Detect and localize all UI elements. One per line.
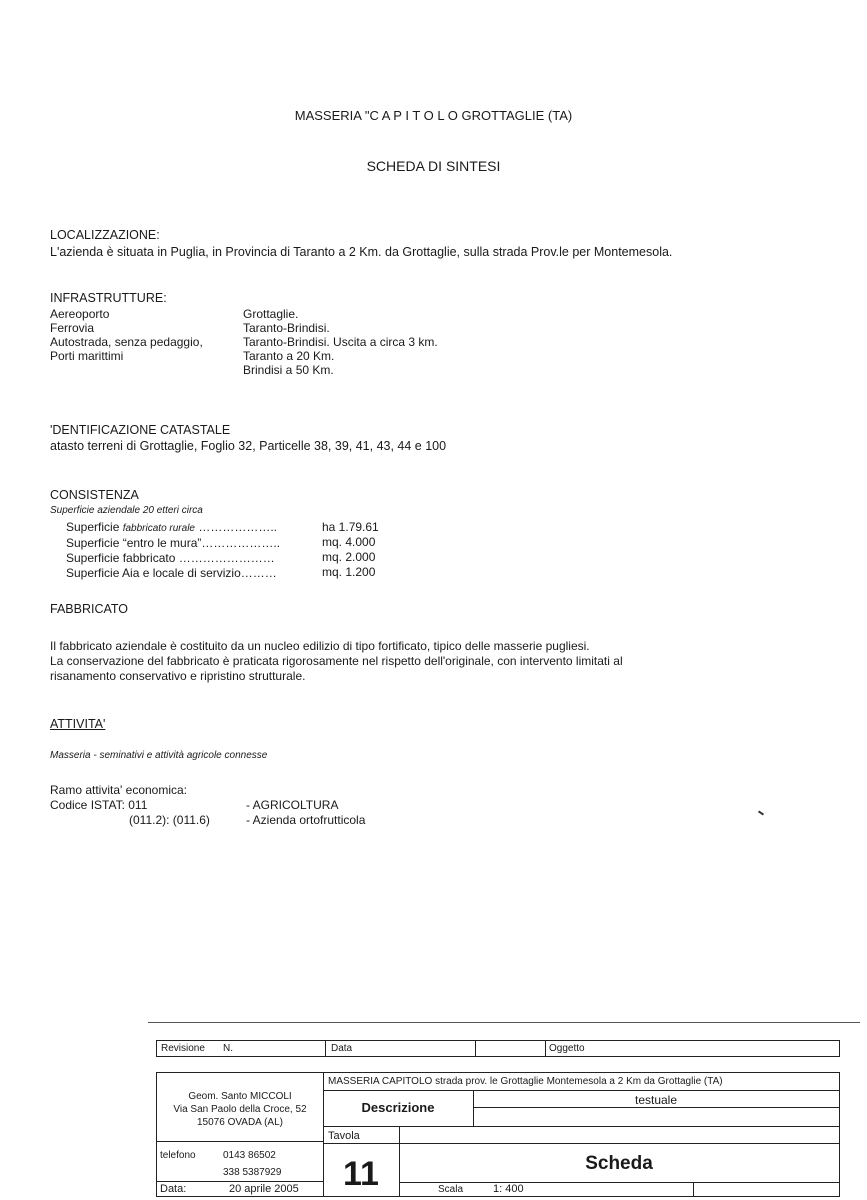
descrizione-label: Descrizione	[361, 1100, 435, 1115]
document-subtitle: SCHEDA DI SINTESI	[366, 158, 501, 174]
divider	[475, 1041, 476, 1056]
infra-value: Grottaglie.	[243, 307, 299, 321]
scala-value: 1: 400	[493, 1183, 524, 1195]
divider	[693, 1182, 694, 1196]
studio-address: Via San Paolo della Croce, 52	[173, 1104, 307, 1115]
infra-value: Taranto a 20 Km.	[243, 349, 335, 363]
divider	[325, 1041, 326, 1056]
consistenza-label: Superficie fabbricato ……………………	[66, 551, 275, 565]
infra-value: Taranto-Brindisi. Uscita a circa 3 km.	[243, 335, 438, 349]
consistenza-row	[66, 551, 280, 566]
consistenza-value: mq. 4.000	[322, 535, 376, 549]
oggetto-label: Oggetto	[549, 1043, 585, 1054]
date-label: Data:	[160, 1183, 187, 1195]
infra-value: Taranto-Brindisi.	[243, 321, 330, 335]
consistenza-label: Superficie	[66, 520, 120, 534]
consistenza-note: Superficie aziendale 20 etteri circa	[50, 505, 203, 516]
fabbricato-heading: FABBRICATO	[50, 602, 129, 616]
title-block	[156, 1072, 840, 1197]
consistenza-table	[66, 520, 280, 581]
infrastrutture-labels	[50, 307, 203, 363]
divider	[157, 1141, 323, 1142]
localizzazione-text: L'azienda è situata in Puglia, in Provincia di Taranto a 2 Km. da Grottaglie, sulla strada Prov.le per Montemesola.	[50, 245, 673, 259]
divider	[323, 1126, 839, 1127]
codice-sub-label: (011.2): (011.6)	[129, 813, 210, 827]
consistenza-row	[66, 520, 280, 536]
codice-istat-label: Codice ISTAT: 011	[50, 798, 148, 812]
consistenza-label: Superficie Aia e locale di servizio………	[66, 566, 277, 580]
revisione-label: Revisione	[161, 1043, 205, 1054]
infra-label: Autostrada, senza pedaggio,	[50, 335, 203, 349]
infrastrutture-heading: INFRASTRUTTURE:	[50, 291, 167, 305]
codice-sub-value: - Azienda ortofrutticola	[246, 813, 366, 827]
divider	[473, 1107, 839, 1108]
consistenza-values	[322, 520, 379, 580]
infra-label: Porti marittimi	[50, 349, 124, 363]
consistenza-label: Superficie “entro le mura”………………..	[66, 536, 281, 550]
date-value: 20 aprile 2005	[229, 1183, 299, 1195]
consistenza-value: mq. 1.200	[322, 565, 376, 579]
telefono-1: 0143 86502	[223, 1150, 276, 1161]
consistenza-row	[66, 566, 280, 581]
revision-row	[156, 1040, 840, 1057]
fabbricato-text	[50, 639, 623, 684]
fabbricato-line: Il fabbricato aziendale è costituito da un nucleo edilizio di tipo fortificato, tipico delle masserie pugliesi.	[50, 639, 590, 653]
fabbricato-line: La conservazione del fabbricato è praticata rigorosamente nel rispetto dell'originale, con intervento limitati al	[50, 654, 623, 668]
divider	[399, 1143, 839, 1144]
studio-name: Geom. Santo MICCOLI	[188, 1091, 292, 1102]
studio-city: 15076 OVADA (AL)	[197, 1117, 283, 1128]
consistenza-label-note: fabbricato rurale	[122, 523, 195, 534]
consistenza-row	[66, 536, 280, 551]
n-label: N.	[223, 1043, 233, 1054]
divider	[545, 1041, 546, 1056]
infra-label: Ferrovia	[50, 321, 95, 335]
catasto-text: atasto terreni di Grottaglie, Foglio 32, Particelle 38, 39, 41, 43, 44 e 100	[50, 439, 447, 453]
fabbricato-line: risanamento conservativo e ripristino strutturale.	[50, 669, 306, 683]
infrastrutture-values	[243, 307, 438, 377]
divider	[323, 1143, 399, 1144]
codice-istat-value: - AGRICOLTURA	[246, 798, 339, 812]
tavola-number: 11	[343, 1155, 379, 1193]
localizzazione-heading: LOCALIZZAZIONE:	[50, 228, 160, 242]
testuale-label: testuale	[634, 1093, 678, 1107]
infra-label: Aereoporto	[50, 307, 110, 321]
infra-value: Brindisi a 50 Km.	[243, 363, 334, 377]
ramo-attivita: Ramo attivita' economica:	[50, 783, 188, 797]
project-title: MASSERIA CAPITOLO strada prov. le Grottaglie Montemesola a 2 Km da Grottaglie (TA)	[328, 1076, 723, 1087]
tavola-label: Tavola	[328, 1130, 360, 1142]
separator-line	[148, 1022, 860, 1023]
data-label: Data	[331, 1043, 353, 1054]
scala-label: Scala	[438, 1184, 464, 1195]
attivita-note: Masseria - seminativi e attività agricole connesse	[50, 750, 268, 761]
scheda-label: Scheda	[585, 1153, 653, 1174]
consistenza-dots: ………………..	[198, 520, 277, 534]
consistenza-value: ha 1.79.61	[322, 520, 379, 534]
telefono-label: telefono	[160, 1150, 196, 1161]
catasto-heading: 'DENTIFICAZIONE CATASTALE	[50, 423, 231, 437]
scan-artifact	[758, 810, 764, 815]
telefono-2: 338 5387929	[223, 1167, 282, 1178]
consistenza-value: mq. 2.000	[322, 550, 376, 564]
document-title: MASSERIA "C A P I T O L O GROTTAGLIE (TA)	[294, 108, 573, 123]
divider	[157, 1181, 323, 1182]
divider	[399, 1182, 839, 1183]
attivita-heading: ATTIVITA'	[50, 717, 106, 731]
consistenza-heading: CONSISTENZA	[50, 488, 139, 502]
divider	[323, 1090, 839, 1091]
